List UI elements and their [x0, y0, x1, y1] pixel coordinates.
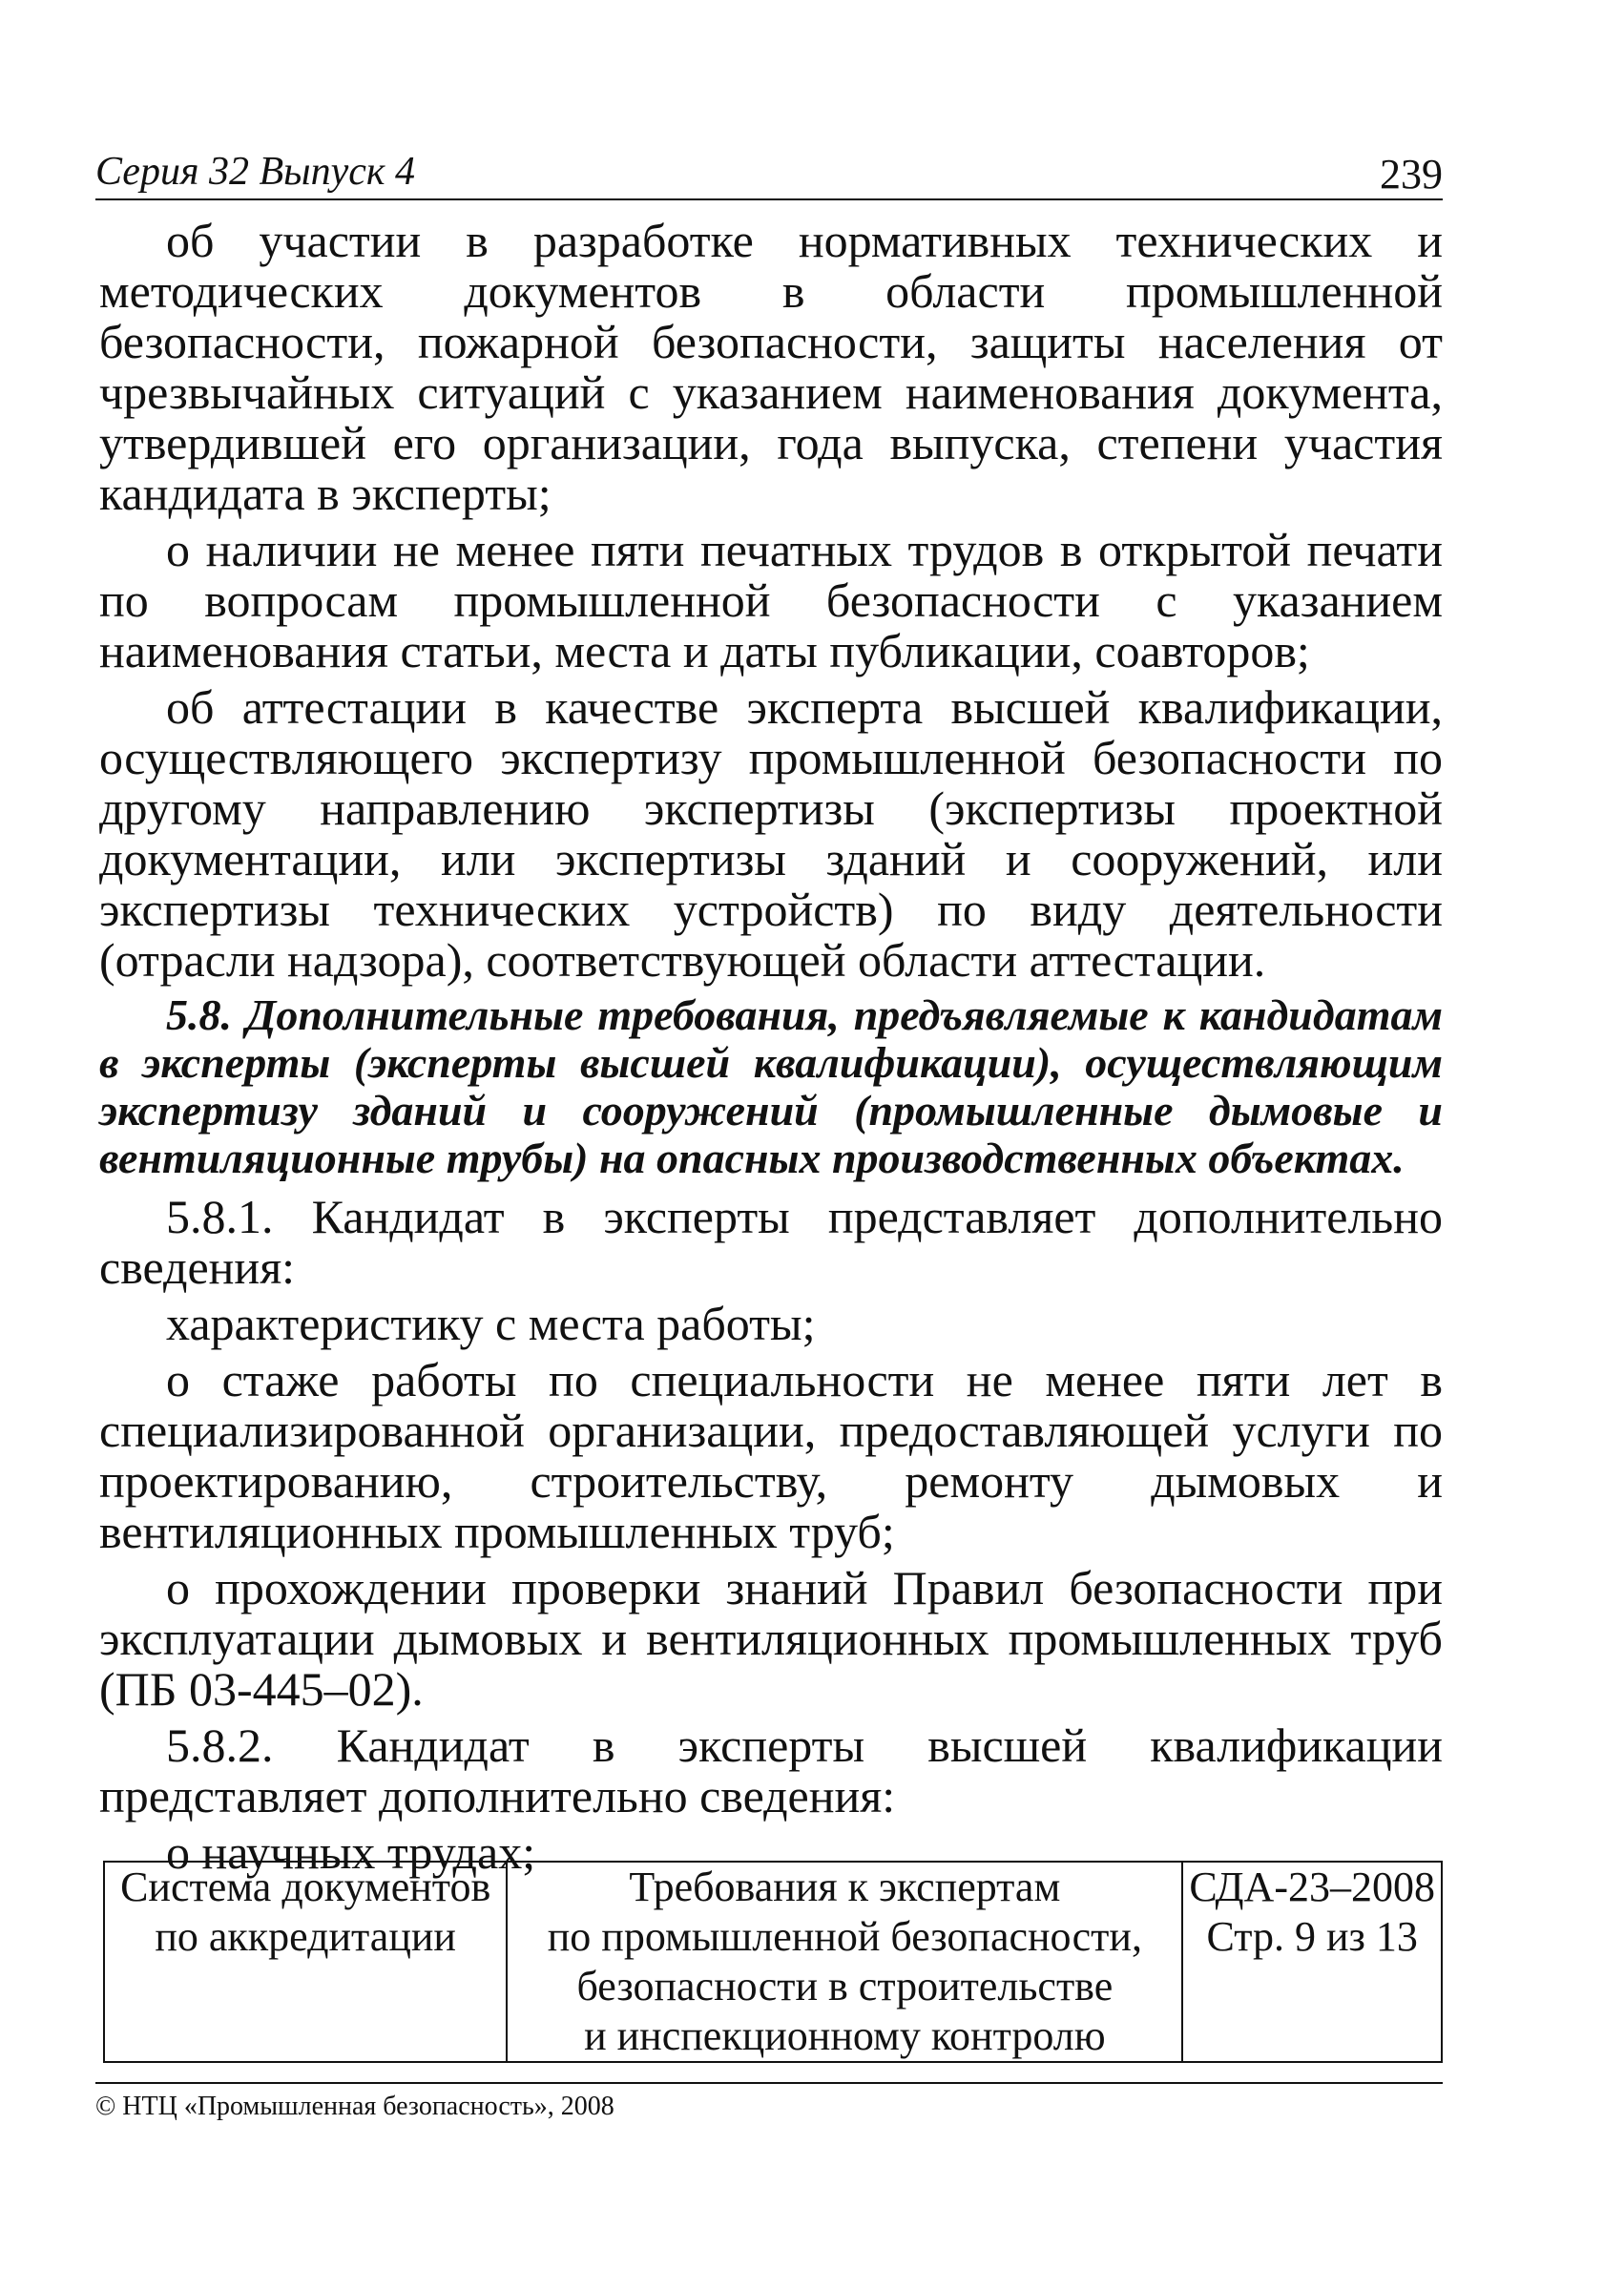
series-title: Серия 32 Выпуск 4	[95, 150, 415, 194]
table-cell-line: по промышленной безопасности,	[547, 1913, 1142, 1960]
table-cell-line: Стр. 9 из 13	[1206, 1913, 1418, 1960]
table-cell-line: по аккредитации	[155, 1913, 456, 1960]
table-cell-system	[104, 1862, 507, 2062]
table-cell-line: Требования к экспертам	[629, 1864, 1061, 1910]
table-row	[104, 1862, 1442, 2062]
footer	[95, 2082, 1443, 2122]
table-cell-line: и инспекционному контролю	[584, 2012, 1106, 2059]
document-info-table	[103, 1861, 1443, 2063]
copyright-text: © НТЦ «Промышленная безопасность», 2008	[95, 2092, 614, 2121]
section-heading: 5.8. Дополнительные требования, предъявляемые к кандидатам в эксперты (эксперты высшей квалификации), осуществляющим экспертизу зданий и сооружений (промышленные дымовые и вентиляционные трубы) на опасных производственных объектах.	[99, 990, 1443, 1182]
paragraph: о научных трудах;	[166, 1825, 536, 1879]
table-cell-code	[1182, 1862, 1442, 2062]
table-cell-requirements	[507, 1862, 1182, 2062]
table-cell-line: СДА-23–2008	[1189, 1864, 1435, 1910]
body-text	[99, 216, 1443, 1884]
paragraph: 5.8.2. Кандидат в эксперты высшей квалификации представляет дополнительно сведения:	[99, 1718, 1443, 1822]
running-head	[95, 143, 1443, 200]
paragraph: об аттестации в качестве эксперта высшей квалификации, осуществляющего экспертизу промышленной безопасности по другому направлению экспертизы (экспертизы проектной документации, или экспертизы зданий и сооружений, или экспертизы технических устройств) по виду деятельности (отрасли надзора), соответствующей области аттестации.	[99, 680, 1443, 987]
paragraph: о прохождении проверки знаний Правил безопасности при эксплуатации дымовых и вентиляционных промышленных труб (ПБ 03-445–02).	[99, 1561, 1443, 1716]
paragraph: о наличии не менее пяти печатных трудов в открытой печати по вопросам промышленной безопасности с указанием наименования статьи, места и даты публикации, соавторов;	[99, 523, 1443, 677]
table-cell-line: Система документов	[120, 1864, 491, 1910]
paragraph: 5.8.1. Кандидат в эксперты представляет дополнительно сведения:	[99, 1190, 1443, 1294]
paragraph: характеристику с места работы;	[166, 1297, 816, 1350]
page-number: 239	[1380, 151, 1443, 198]
table-cell-line: безопасности в строительстве	[576, 1963, 1114, 2010]
paragraph: об участии в разработке нормативных технических и методических документов в области промышленной безопасности, пожарной безопасности, защиты населения от чрезвычайных ситуаций с указанием наименования документа, утвердившей его организации, года выпуска, степени участия кандидата в эксперты;	[99, 214, 1443, 520]
paragraph: о стаже работы по специальности не менее пяти лет в специализированной организации, предоставляющей услуги по проектированию, строительству, ремонту дымовых и вентиляционных промышленных труб;	[99, 1353, 1443, 1558]
